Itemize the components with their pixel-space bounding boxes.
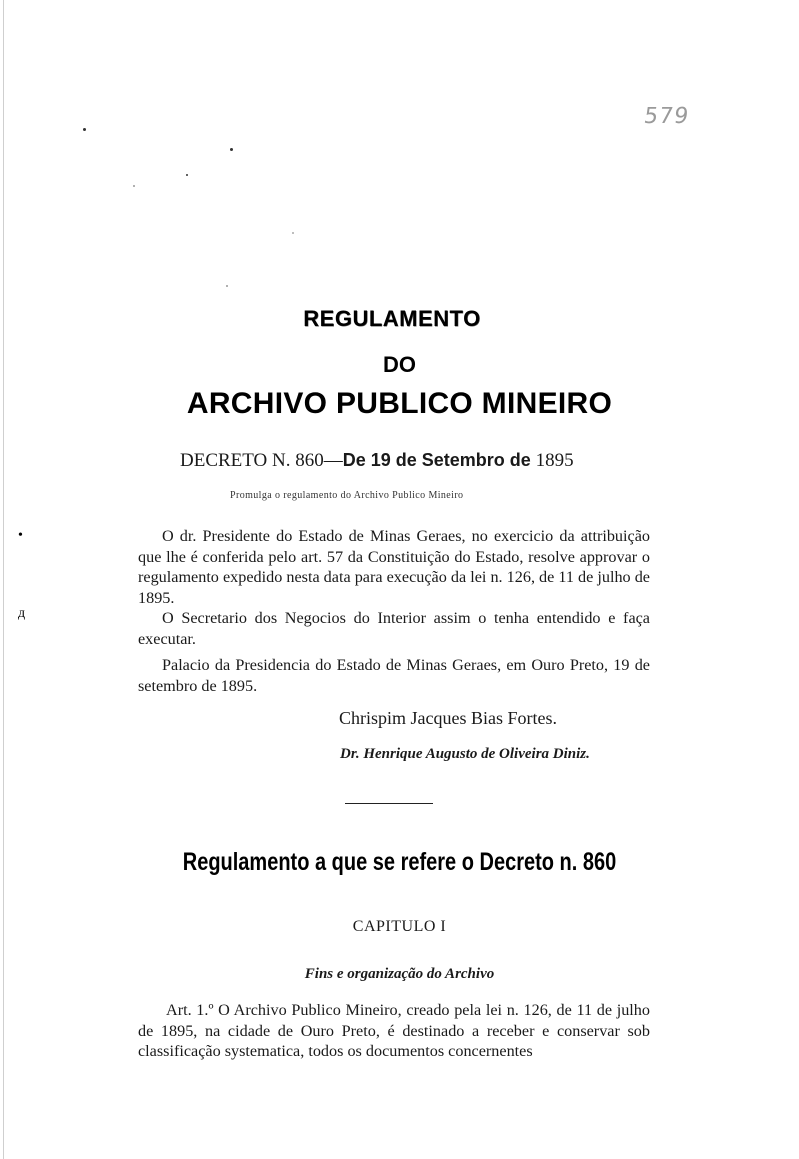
signature-president: Chrispim Jacques Bias Fortes. — [339, 708, 557, 728]
signature-secretary: Dr. Henrique Augusto de Oliveira Diniz. — [340, 746, 590, 762]
scan-speck — [226, 285, 228, 287]
decree-body — [138, 526, 650, 696]
decree-line — [180, 450, 574, 472]
title-regulamento: REGULAMENTO — [303, 306, 481, 331]
margin-mark: д — [18, 606, 26, 621]
paragraph: O Secretario dos Negocios do Interior assim o tenha entendido e faça executar. — [138, 609, 650, 648]
divider-rule — [345, 803, 433, 804]
decree-year: 1895 — [530, 450, 574, 471]
scan-speck — [292, 232, 294, 234]
decree-prefix: DECRETO N. 860— — [180, 450, 343, 471]
scan-speck — [186, 174, 188, 176]
page-number: 579 — [642, 104, 691, 129]
scan-speck — [133, 185, 135, 187]
paragraph: Palacio da Presidencia do Estado de Minas Geraes, em Ouro Preto, 19 de setembro de 1895. — [138, 656, 650, 695]
section-title: Fins e organização do Archivo — [304, 966, 495, 982]
chapter-heading: CAPITULO I — [352, 918, 447, 935]
decree-date: De 19 de Setembro de — [342, 450, 531, 470]
article-text: Art. 1.º O Archivo Publico Mineiro, creado pela lei n. 126, de 11 de julho de 1895, na cidade de Ouro Preto, é destinado a receber e conservar sob classificação systematica, todos os documentos concernentes — [138, 1001, 650, 1060]
decree-subtitle: Promulga o regulamento do Archivo Publico Mineiro — [230, 490, 464, 501]
title-archivo: ARCHIVO PUBLICO MINEIRO — [186, 387, 613, 420]
left-edge-line — [3, 0, 4, 1159]
scan-speck — [83, 128, 86, 131]
paragraph: O dr. Presidente do Estado de Minas Geraes, no exercicio da attribuição que lhe é conferida pelo art. 57 da Constituição do Estado, resolve approvar o regulamento expedido nesta data para execução da lei n. 126, de 11 de julho de 1895. — [138, 527, 650, 607]
regulation-heading: Regulamento a que se refere o Decreto n. 860 — [182, 848, 617, 876]
margin-bullet: • — [18, 528, 23, 543]
title-do: DO — [383, 352, 416, 377]
scan-speck — [230, 148, 233, 151]
article-1 — [138, 1000, 650, 1062]
